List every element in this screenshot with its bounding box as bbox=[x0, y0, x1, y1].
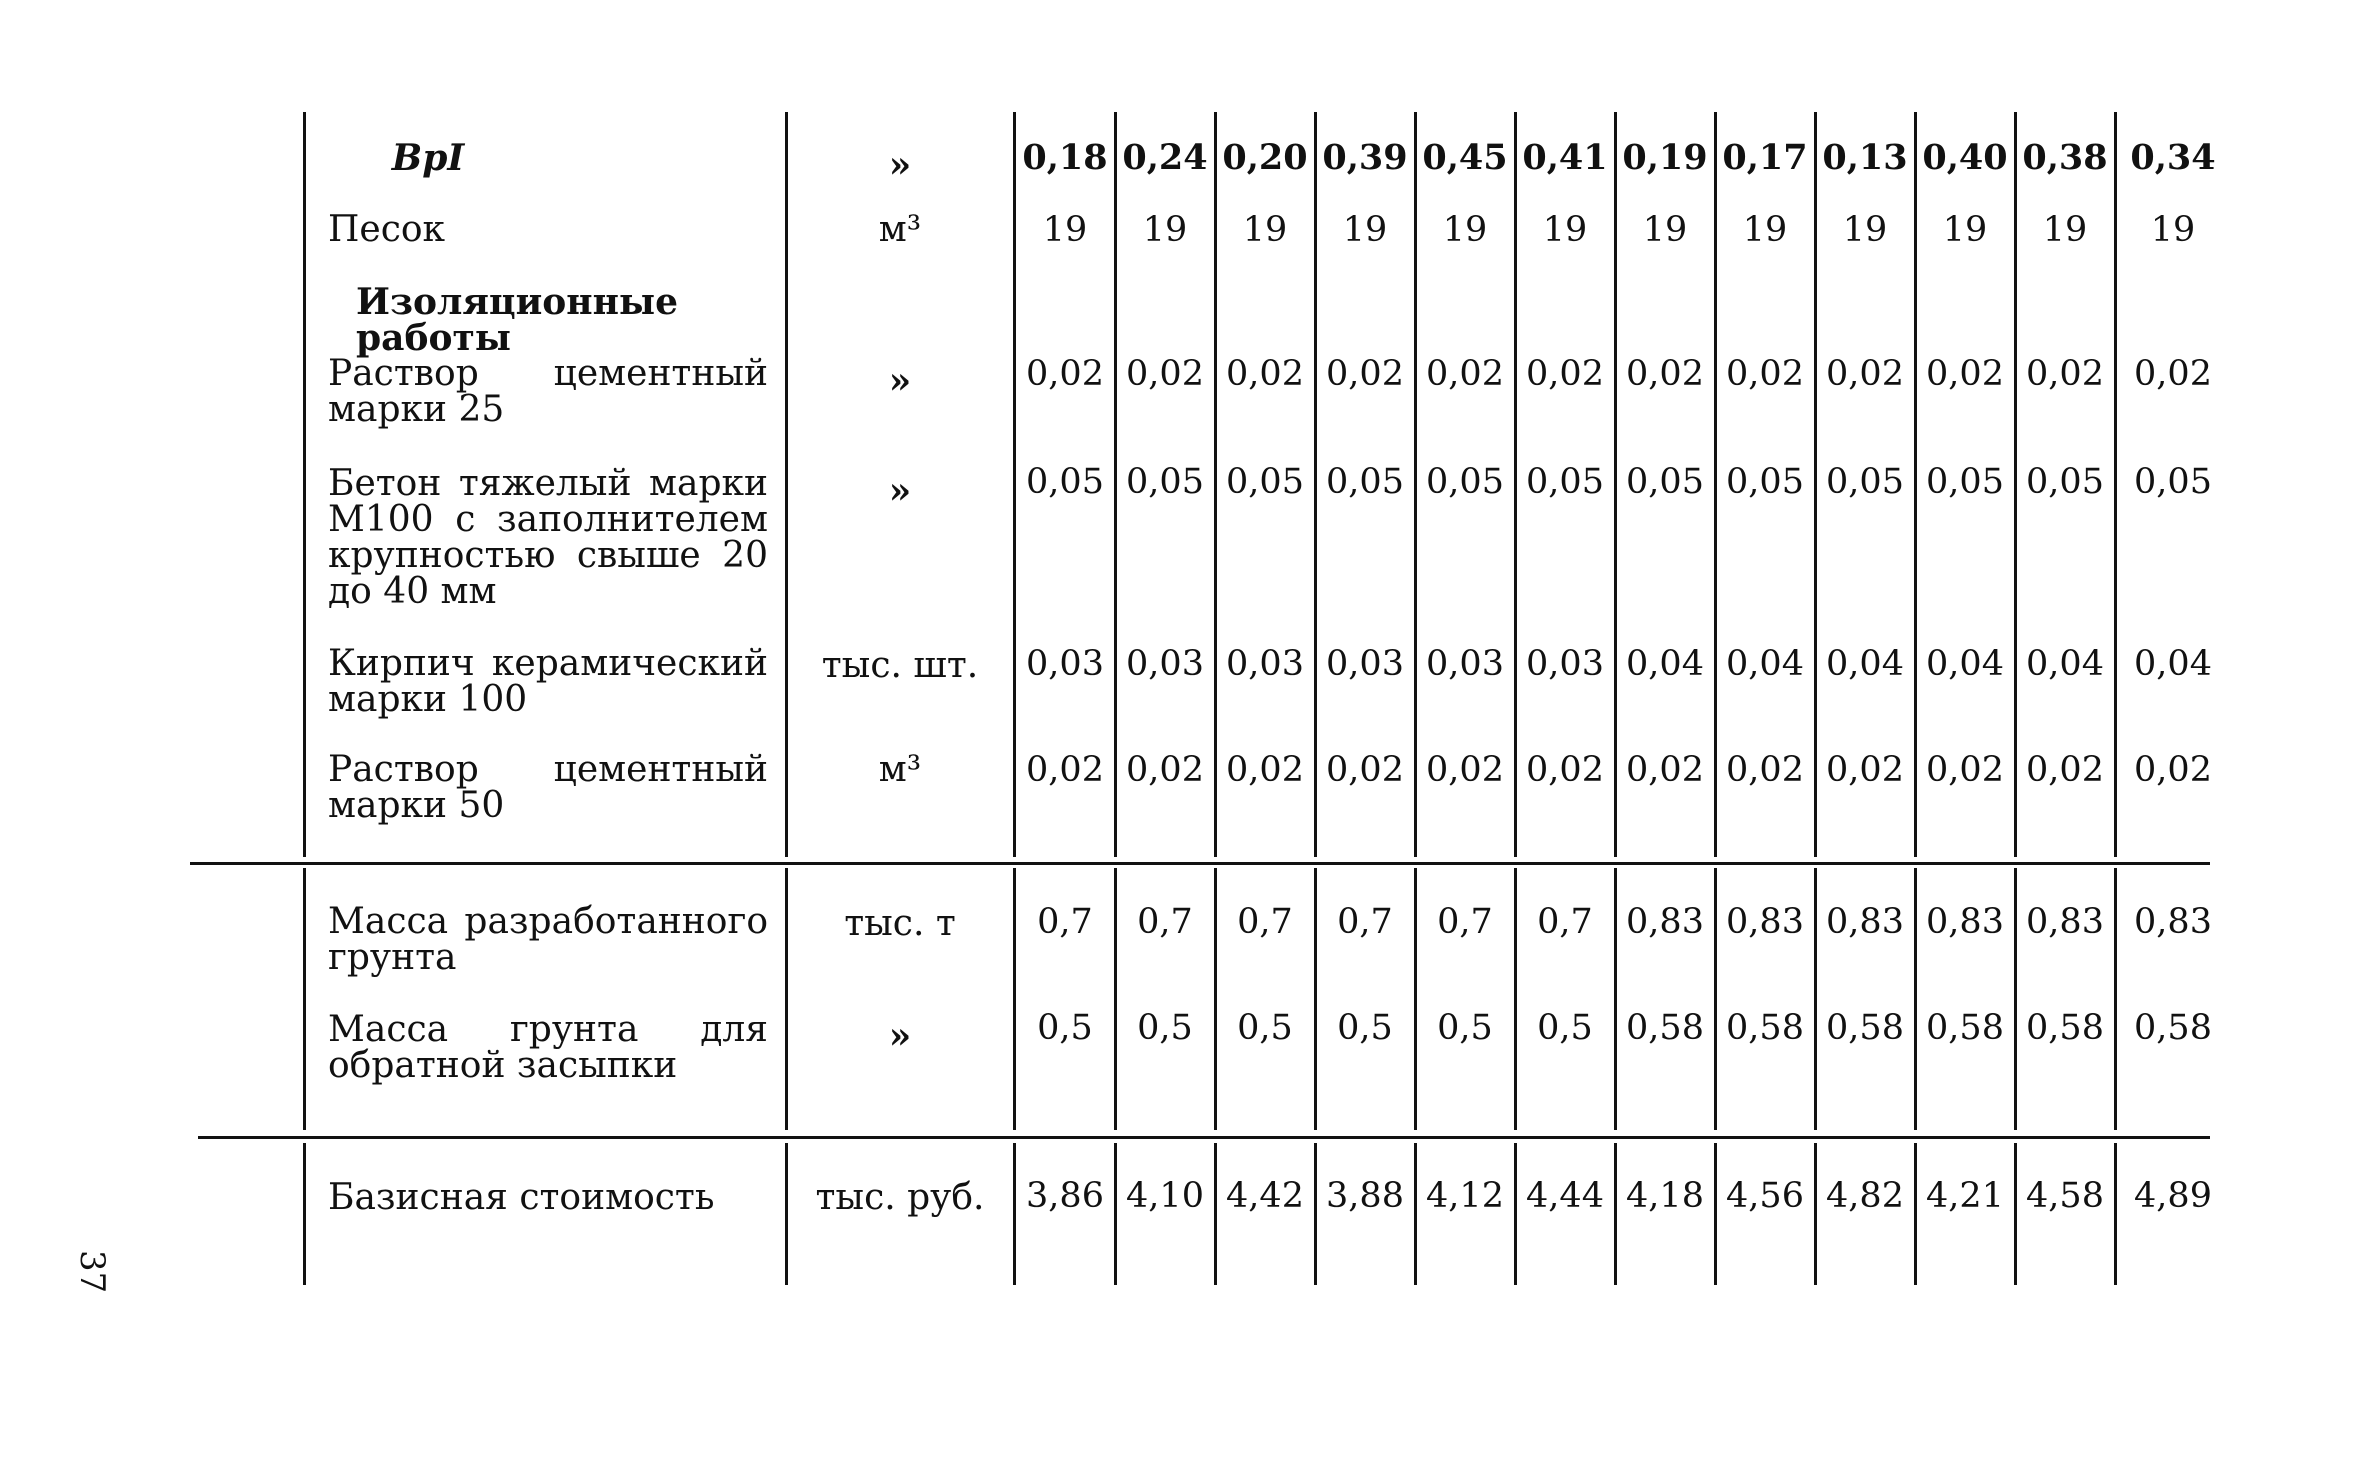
cell-value: 0,05 bbox=[1726, 462, 1804, 502]
cell-value: 0,58 bbox=[1726, 1008, 1804, 1048]
cell-value: 0,05 bbox=[1826, 462, 1904, 502]
cell-value: 0,02 bbox=[1026, 750, 1104, 790]
row-unit: » bbox=[888, 470, 912, 512]
cell-value: 0,02 bbox=[2026, 750, 2104, 790]
col-rule bbox=[2114, 868, 2117, 1130]
cell-value: 0,5 bbox=[1337, 1008, 1393, 1048]
cell-value: 19 bbox=[2042, 210, 2088, 250]
col-rule bbox=[1414, 1143, 1417, 1285]
row-name: Базисная стоимость bbox=[328, 1177, 715, 1218]
cell-value: 0,58 bbox=[2026, 1008, 2104, 1048]
col-rule bbox=[1914, 1143, 1917, 1285]
cell-value: 0,02 bbox=[1826, 750, 1904, 790]
row-name: Масса грунта для обратной засыпки bbox=[328, 1009, 768, 1086]
row-unit: тыс. т bbox=[844, 903, 956, 944]
cell-value: 0,05 bbox=[2026, 462, 2104, 502]
cell-value: 0,83 bbox=[2026, 902, 2104, 942]
cell-value: 19 bbox=[1042, 210, 1088, 250]
cell-value: 0,83 bbox=[2134, 902, 2212, 942]
cell-value: 0,7 bbox=[1537, 902, 1593, 942]
cell-value: 0,04 bbox=[1626, 644, 1704, 684]
cell-value: 0,05 bbox=[1326, 462, 1404, 502]
cell-value: 0,02 bbox=[2134, 750, 2212, 790]
row-unit: » bbox=[888, 1015, 912, 1057]
row-unit: м³ bbox=[878, 749, 922, 790]
cell-value: 0,19 bbox=[1622, 137, 1708, 178]
cell-value: 0,83 bbox=[1626, 902, 1704, 942]
row-name: Бетон тяжелый марки М100 с заполнителем крупностью свыше 20 до 40 мм bbox=[328, 463, 768, 612]
col-rule bbox=[2014, 1143, 2017, 1285]
cell-value: 0,02 bbox=[1426, 354, 1504, 394]
cell-value: 0,39 bbox=[1322, 137, 1408, 178]
cell-value: 0,17 bbox=[1722, 137, 1808, 178]
cell-value: 0,02 bbox=[1526, 354, 1604, 394]
cell-value: 0,03 bbox=[1326, 644, 1404, 684]
cell-value: 0,05 bbox=[1926, 462, 2004, 502]
cell-value: 0,34 bbox=[2130, 137, 2216, 178]
cell-value: 0,58 bbox=[2134, 1008, 2212, 1048]
cell-value: 0,03 bbox=[1026, 644, 1104, 684]
cell-value: 3,88 bbox=[1326, 1176, 1404, 1216]
cell-value: 19 bbox=[1242, 210, 1288, 250]
cell-value: 4,18 bbox=[1626, 1176, 1704, 1216]
cell-value: 0,83 bbox=[1926, 902, 2004, 942]
cell-value: 0,20 bbox=[1222, 137, 1308, 178]
col-rule bbox=[1614, 1143, 1617, 1285]
cell-value: 0,5 bbox=[1537, 1008, 1593, 1048]
cell-value: 0,02 bbox=[1426, 750, 1504, 790]
row-name: Масса разработанного грунта bbox=[328, 901, 768, 978]
cell-value: 0,04 bbox=[1926, 644, 2004, 684]
cell-value: 19 bbox=[1642, 210, 1688, 250]
cell-value: 0,7 bbox=[1437, 902, 1493, 942]
cell-value: 0,03 bbox=[1226, 644, 1304, 684]
cell-value: 0,05 bbox=[1126, 462, 1204, 502]
row-name: Раствор цементный марки 50 bbox=[328, 749, 768, 826]
cell-value: 4,58 bbox=[2026, 1176, 2104, 1216]
col-rule bbox=[1514, 1143, 1517, 1285]
cell-value: 0,58 bbox=[1826, 1008, 1904, 1048]
cell-value: 0,04 bbox=[1726, 644, 1804, 684]
cell-value: 0,03 bbox=[1426, 644, 1504, 684]
cell-value: 19 bbox=[1342, 210, 1388, 250]
col-rule bbox=[1314, 1143, 1317, 1285]
cell-value: 0,02 bbox=[1126, 750, 1204, 790]
cell-value: 0,02 bbox=[1026, 354, 1104, 394]
cell-value: 0,58 bbox=[1626, 1008, 1704, 1048]
cell-value: 0,05 bbox=[2134, 462, 2212, 502]
row-unit: тыс. шт. bbox=[821, 645, 979, 686]
cell-value: 0,02 bbox=[1626, 750, 1704, 790]
cell-value: 4,82 bbox=[1826, 1176, 1904, 1216]
col-rule bbox=[303, 1143, 306, 1285]
col-rule bbox=[303, 868, 306, 1130]
row-name: Раствор цементный марки 25 bbox=[328, 353, 768, 430]
col-rule bbox=[2114, 1143, 2117, 1285]
row-name: Песок bbox=[328, 209, 446, 250]
cell-value: 19 bbox=[1842, 210, 1888, 250]
col-rule bbox=[785, 868, 788, 1130]
cell-value: 0,02 bbox=[1826, 354, 1904, 394]
cell-value: 4,12 bbox=[1426, 1176, 1504, 1216]
cell-value: 0,02 bbox=[1926, 354, 2004, 394]
cell-value: 0,7 bbox=[1337, 902, 1393, 942]
row-unit: » bbox=[888, 144, 912, 186]
cell-value: 19 bbox=[1542, 210, 1588, 250]
cell-value: 0,02 bbox=[1326, 354, 1404, 394]
cell-value: 4,42 bbox=[1226, 1176, 1304, 1216]
cell-value: 0,5 bbox=[1137, 1008, 1193, 1048]
section-divider bbox=[190, 862, 2210, 865]
row-unit: тыс. руб. bbox=[815, 1177, 985, 1218]
row-name: BpI bbox=[391, 137, 465, 179]
cell-value: 0,7 bbox=[1137, 902, 1193, 942]
cell-value: 4,56 bbox=[1726, 1176, 1804, 1216]
col-rule bbox=[1214, 1143, 1217, 1285]
cell-value: 0,02 bbox=[1626, 354, 1704, 394]
cell-value: 3,86 bbox=[1026, 1176, 1104, 1216]
col-rule bbox=[1114, 1143, 1117, 1285]
cell-value: 0,02 bbox=[1126, 354, 1204, 394]
cell-value: 0,02 bbox=[2134, 354, 2212, 394]
cell-value: 0,18 bbox=[1022, 137, 1108, 178]
cell-value: 4,10 bbox=[1126, 1176, 1204, 1216]
cell-value: 19 bbox=[2150, 210, 2196, 250]
cell-value: 0,03 bbox=[1526, 644, 1604, 684]
col-rule bbox=[1013, 1143, 1016, 1285]
page-number: 37 bbox=[72, 1250, 112, 1294]
cell-value: 0,03 bbox=[1126, 644, 1204, 684]
cell-value: 0,02 bbox=[1326, 750, 1404, 790]
col-rule bbox=[1814, 1143, 1817, 1285]
cell-value: 0,58 bbox=[1926, 1008, 2004, 1048]
cell-value: 0,7 bbox=[1237, 902, 1293, 942]
col-rule-name-right bbox=[785, 112, 788, 857]
cell-value: 0,05 bbox=[1626, 462, 1704, 502]
cell-value: 0,02 bbox=[1726, 354, 1804, 394]
cell-value: 0,02 bbox=[1526, 750, 1604, 790]
cell-value: 0,5 bbox=[1237, 1008, 1293, 1048]
row-name: Кирпич керамический марки 100 bbox=[328, 643, 768, 720]
section-heading: Изоляционные работы bbox=[356, 281, 678, 359]
cell-value: 0,02 bbox=[1726, 750, 1804, 790]
col-rule bbox=[785, 1143, 788, 1285]
cell-value: 0,38 bbox=[2022, 137, 2108, 178]
col-rule bbox=[1714, 1143, 1717, 1285]
row-unit: » bbox=[888, 360, 912, 402]
row-unit: м³ bbox=[878, 209, 922, 250]
cell-value: 0,05 bbox=[1426, 462, 1504, 502]
cell-value: 4,89 bbox=[2134, 1176, 2212, 1216]
cell-value: 0,04 bbox=[2026, 644, 2104, 684]
cell-value: 0,83 bbox=[1826, 902, 1904, 942]
cell-value: 0,24 bbox=[1122, 137, 1208, 178]
cell-value: 4,44 bbox=[1526, 1176, 1604, 1216]
cell-value: 0,04 bbox=[1826, 644, 1904, 684]
cell-value: 4,21 bbox=[1926, 1176, 2004, 1216]
cell-value: 0,5 bbox=[1037, 1008, 1093, 1048]
cell-value: 0,41 bbox=[1522, 137, 1608, 178]
cell-value: 19 bbox=[1942, 210, 1988, 250]
cell-value: 0,05 bbox=[1026, 462, 1104, 502]
col-rule bbox=[2114, 112, 2117, 857]
cell-value: 0,83 bbox=[1726, 902, 1804, 942]
cell-value: 0,45 bbox=[1422, 137, 1508, 178]
cell-value: 0,05 bbox=[1226, 462, 1304, 502]
cell-value: 0,04 bbox=[2134, 644, 2212, 684]
cell-value: 0,02 bbox=[1226, 354, 1304, 394]
cell-value: 19 bbox=[1442, 210, 1488, 250]
cell-value: 0,02 bbox=[1226, 750, 1304, 790]
cell-value: 0,40 bbox=[1922, 137, 2008, 178]
cell-value: 0,05 bbox=[1526, 462, 1604, 502]
cell-value: 0,02 bbox=[2026, 354, 2104, 394]
cell-value: 19 bbox=[1142, 210, 1188, 250]
cell-value: 0,13 bbox=[1822, 137, 1908, 178]
col-rule-name-left bbox=[303, 112, 306, 857]
cell-value: 0,5 bbox=[1437, 1008, 1493, 1048]
cell-value: 0,7 bbox=[1037, 902, 1093, 942]
cell-value: 19 bbox=[1742, 210, 1788, 250]
section-divider bbox=[198, 1136, 2210, 1139]
cell-value: 0,02 bbox=[1926, 750, 2004, 790]
